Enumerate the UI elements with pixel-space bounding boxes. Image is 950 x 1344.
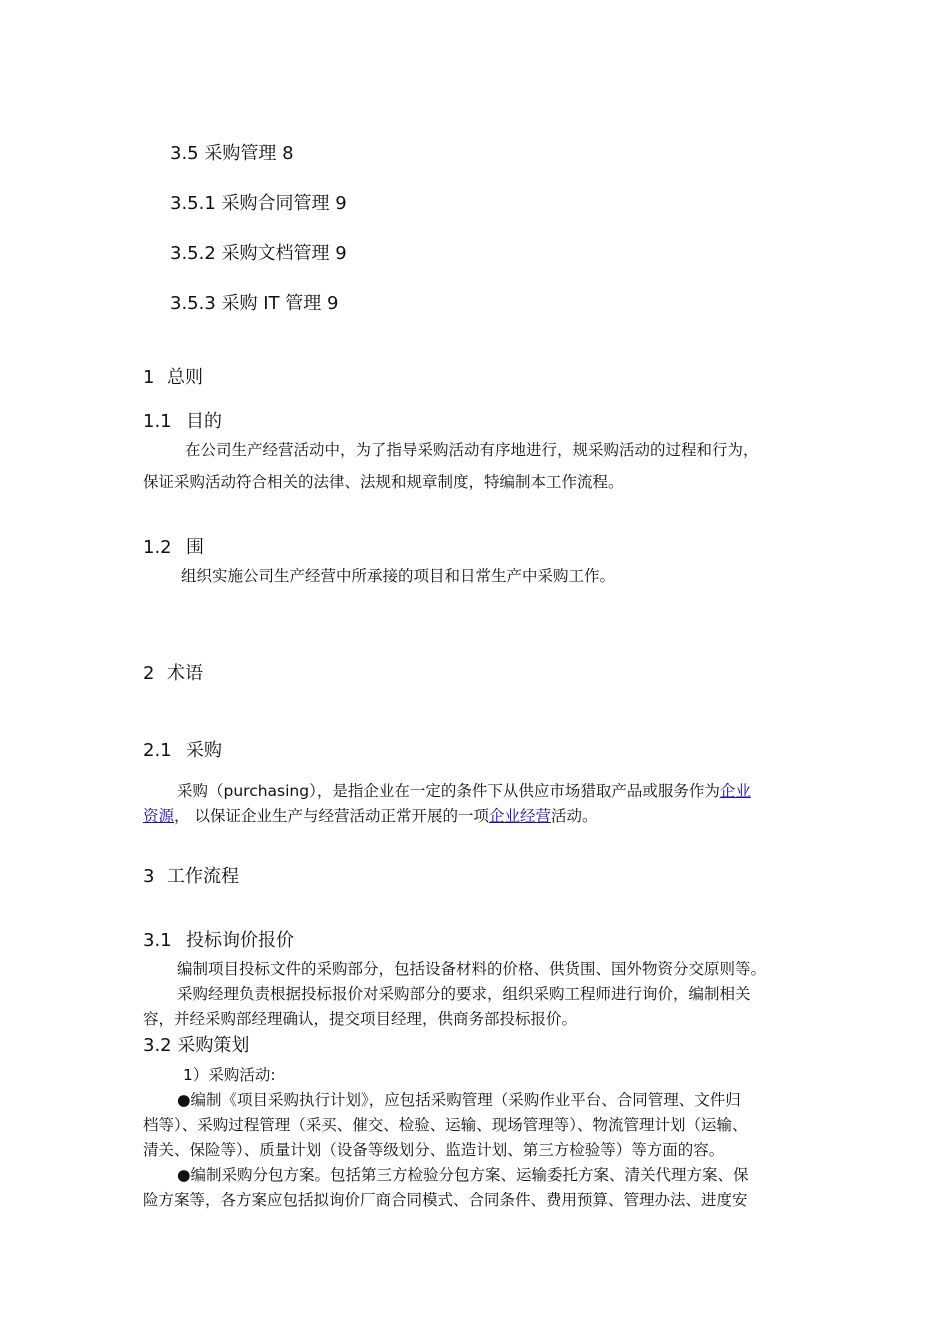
heading-number: 1	[143, 367, 155, 388]
heading-3	[143, 862, 239, 888]
text-span: ， 以保证企业生产与经营活动正常开展的一项	[174, 807, 489, 825]
list-item-label: 1）采购活动:	[183, 1066, 276, 1084]
paragraph-line: 组织实施公司生产经营中所承接的项目和日常生产中采购工作。	[181, 567, 616, 585]
heading-number: 3	[143, 866, 155, 887]
paragraph-line: 在公司生产经营活动中，为了指导采购活动有序地进行，规采购活动的过程和行为，	[185, 441, 759, 459]
link-resources[interactable]: 资源	[143, 807, 175, 825]
heading-title: 工作流程	[167, 866, 239, 887]
toc-entry-3-5-3[interactable]: 3.5.3 采购 IT 管理 9	[170, 293, 339, 314]
heading-number: 2.1	[143, 740, 172, 761]
paragraph-line	[143, 804, 597, 829]
paragraph-line: 采购经理负责根据投标报价对采购部分的要求，组织采购工程师进行询价，编制相关	[177, 985, 751, 1003]
heading-1-2	[143, 533, 204, 559]
heading-number: 3.1	[143, 930, 172, 951]
paragraph-line	[177, 779, 751, 804]
heading-title: 目的	[186, 411, 222, 432]
heading-1-1	[143, 407, 222, 433]
heading-3-2: 3.2 采购策划	[143, 1035, 250, 1056]
paragraph-line: 编制项目投标文件的采购部分，包括设备材料的价格、供货围、国外物资分交原则等。	[177, 960, 767, 978]
link-enterprise[interactable]: 企业	[719, 782, 751, 800]
link-business-operation[interactable]: 企业经营	[488, 807, 551, 825]
toc-entry-3-5-1[interactable]: 3.5.1 采购合同管理 9	[170, 193, 347, 214]
paragraph-line: 清关、保险等）、质量计划（设备等级划分、监造计划、第三方检验等）等方面的容。	[143, 1141, 725, 1159]
toc-entry-3-5-2[interactable]: 3.5.2 采购文档管理 9	[170, 243, 347, 264]
toc-entry-3-5[interactable]: 3.5 采购管理 8	[170, 143, 294, 164]
text-span: 采购（purchasing），是指企业在一定的条件下从供应市场猎取产品或服务作为	[177, 782, 720, 800]
heading-1	[143, 363, 203, 389]
paragraph-line: 保证采购活动符合相关的法律、法规和规章制度，特编制本工作流程。	[143, 473, 624, 491]
bullet-line: ●编制采购分包方案。包括第三方检验分包方案、运输委托方案、清关代理方案、保	[177, 1166, 749, 1184]
heading-title: 围	[186, 537, 204, 558]
paragraph-line: 险方案等，各方案应包括拟询价厂商合同模式、合同条件、费用预算、管理办法、进度安	[143, 1191, 748, 1209]
heading-2-1	[143, 736, 222, 762]
paragraph-line: 容，并经采购部经理确认，提交项目经理，供商务部投标报价。	[143, 1010, 578, 1028]
heading-title: 投标询价报价	[186, 930, 294, 951]
heading-2	[143, 659, 203, 685]
text-span: 活动。	[550, 807, 598, 825]
heading-3-1	[143, 926, 294, 952]
paragraph-line: 档等）、采购过程管理（采买、催交、检验、运输、现场管理等）、物流管理计划（运输、	[143, 1116, 748, 1134]
heading-title: 术语	[167, 663, 203, 684]
heading-number: 1.2	[143, 537, 172, 558]
heading-title: 采购	[186, 740, 222, 761]
bullet-line: ●编制《项目采购执行计划》，应包括采购管理（采购作业平台、合同管理、文件归	[177, 1091, 741, 1109]
heading-number: 1.1	[143, 411, 172, 432]
heading-number: 2	[143, 663, 155, 684]
heading-title: 总则	[167, 367, 203, 388]
